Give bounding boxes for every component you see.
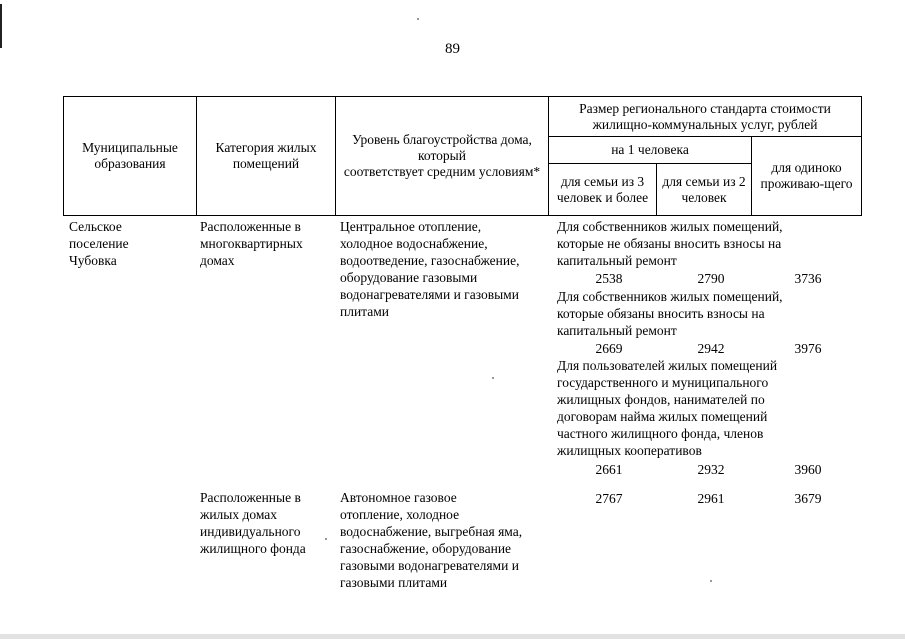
row1-group3-family2-value: 2932 <box>697 462 725 477</box>
header-municipality: Муниципальные образования <box>64 97 197 216</box>
header-per-person: на 1 человека <box>549 137 752 164</box>
header-table <box>63 96 862 216</box>
row2-level: Автономное газовое отопление, холодное водоснабжение, выгребная яма, газоснабжение, оборудование газовыми водонагревателями и газовыми плитами <box>340 490 523 590</box>
scan-edge <box>0 634 905 639</box>
row2-single-value: 3679 <box>794 491 822 506</box>
page-number: 89 <box>445 41 460 57</box>
row1-level: Центральное отопление, холодное водоснабжение, водоотведение, газоснабжение, оборудование газовыми водонагревателями и газовыми плитами <box>340 219 520 319</box>
header-family2: для семьи из 2 человек <box>657 164 752 216</box>
header-category: Категория жилых помещений <box>197 97 336 216</box>
row1-group1-family3-value: 2538 <box>595 271 623 286</box>
row1-group1-single-value: 3736 <box>794 271 822 286</box>
header-standard-size: Размер регионального стандарта стоимости жилищно-коммунальных услуг, рублей <box>549 97 862 137</box>
row1-group3-label: Для пользователей жилых помещений государственного и муниципального жилищных фондов, нанимателей по договорам найма жилых помещений частного жилищного фонда, членов жилищных кооперативов <box>557 358 778 458</box>
row1-group2-family3-value: 2669 <box>595 341 623 356</box>
scan-speck <box>417 18 419 20</box>
row1-group2-family2-value: 2942 <box>697 341 725 356</box>
header-family3: для семьи из 3 человек и более <box>549 164 657 216</box>
scan-speck <box>710 580 712 582</box>
row2-family3-value: 2767 <box>595 491 623 506</box>
header-single: для одиноко проживаю-щего <box>752 137 862 216</box>
row1-category: Расположенные в многоквартирных домах <box>200 219 303 268</box>
row1-group1-label: Для собственников жилых помещений, которые не обязаны вносить взносы на капитальный ремонт <box>557 219 783 268</box>
row2-category: Расположенные в жилых домах индивидуального жилищного фонда <box>200 490 306 556</box>
scan-speck <box>325 538 327 540</box>
municipality-name: Сельское поселение Чубовка <box>69 219 129 268</box>
row1-group2-label: Для собственников жилых помещений, которые обязаны вносить взносы на капитальный ремонт <box>557 289 783 338</box>
header-level: Уровень благоустройства дома, который соответствует средним условиям* <box>336 97 549 216</box>
row1-group3-family3-value: 2661 <box>595 462 623 477</box>
scan-speck <box>492 377 494 379</box>
row1-group2-single-value: 3976 <box>794 341 822 356</box>
row1-group3-single-value: 3960 <box>794 462 822 477</box>
row2-family2-value: 2961 <box>697 491 725 506</box>
row1-group1-family2-value: 2790 <box>697 271 725 286</box>
